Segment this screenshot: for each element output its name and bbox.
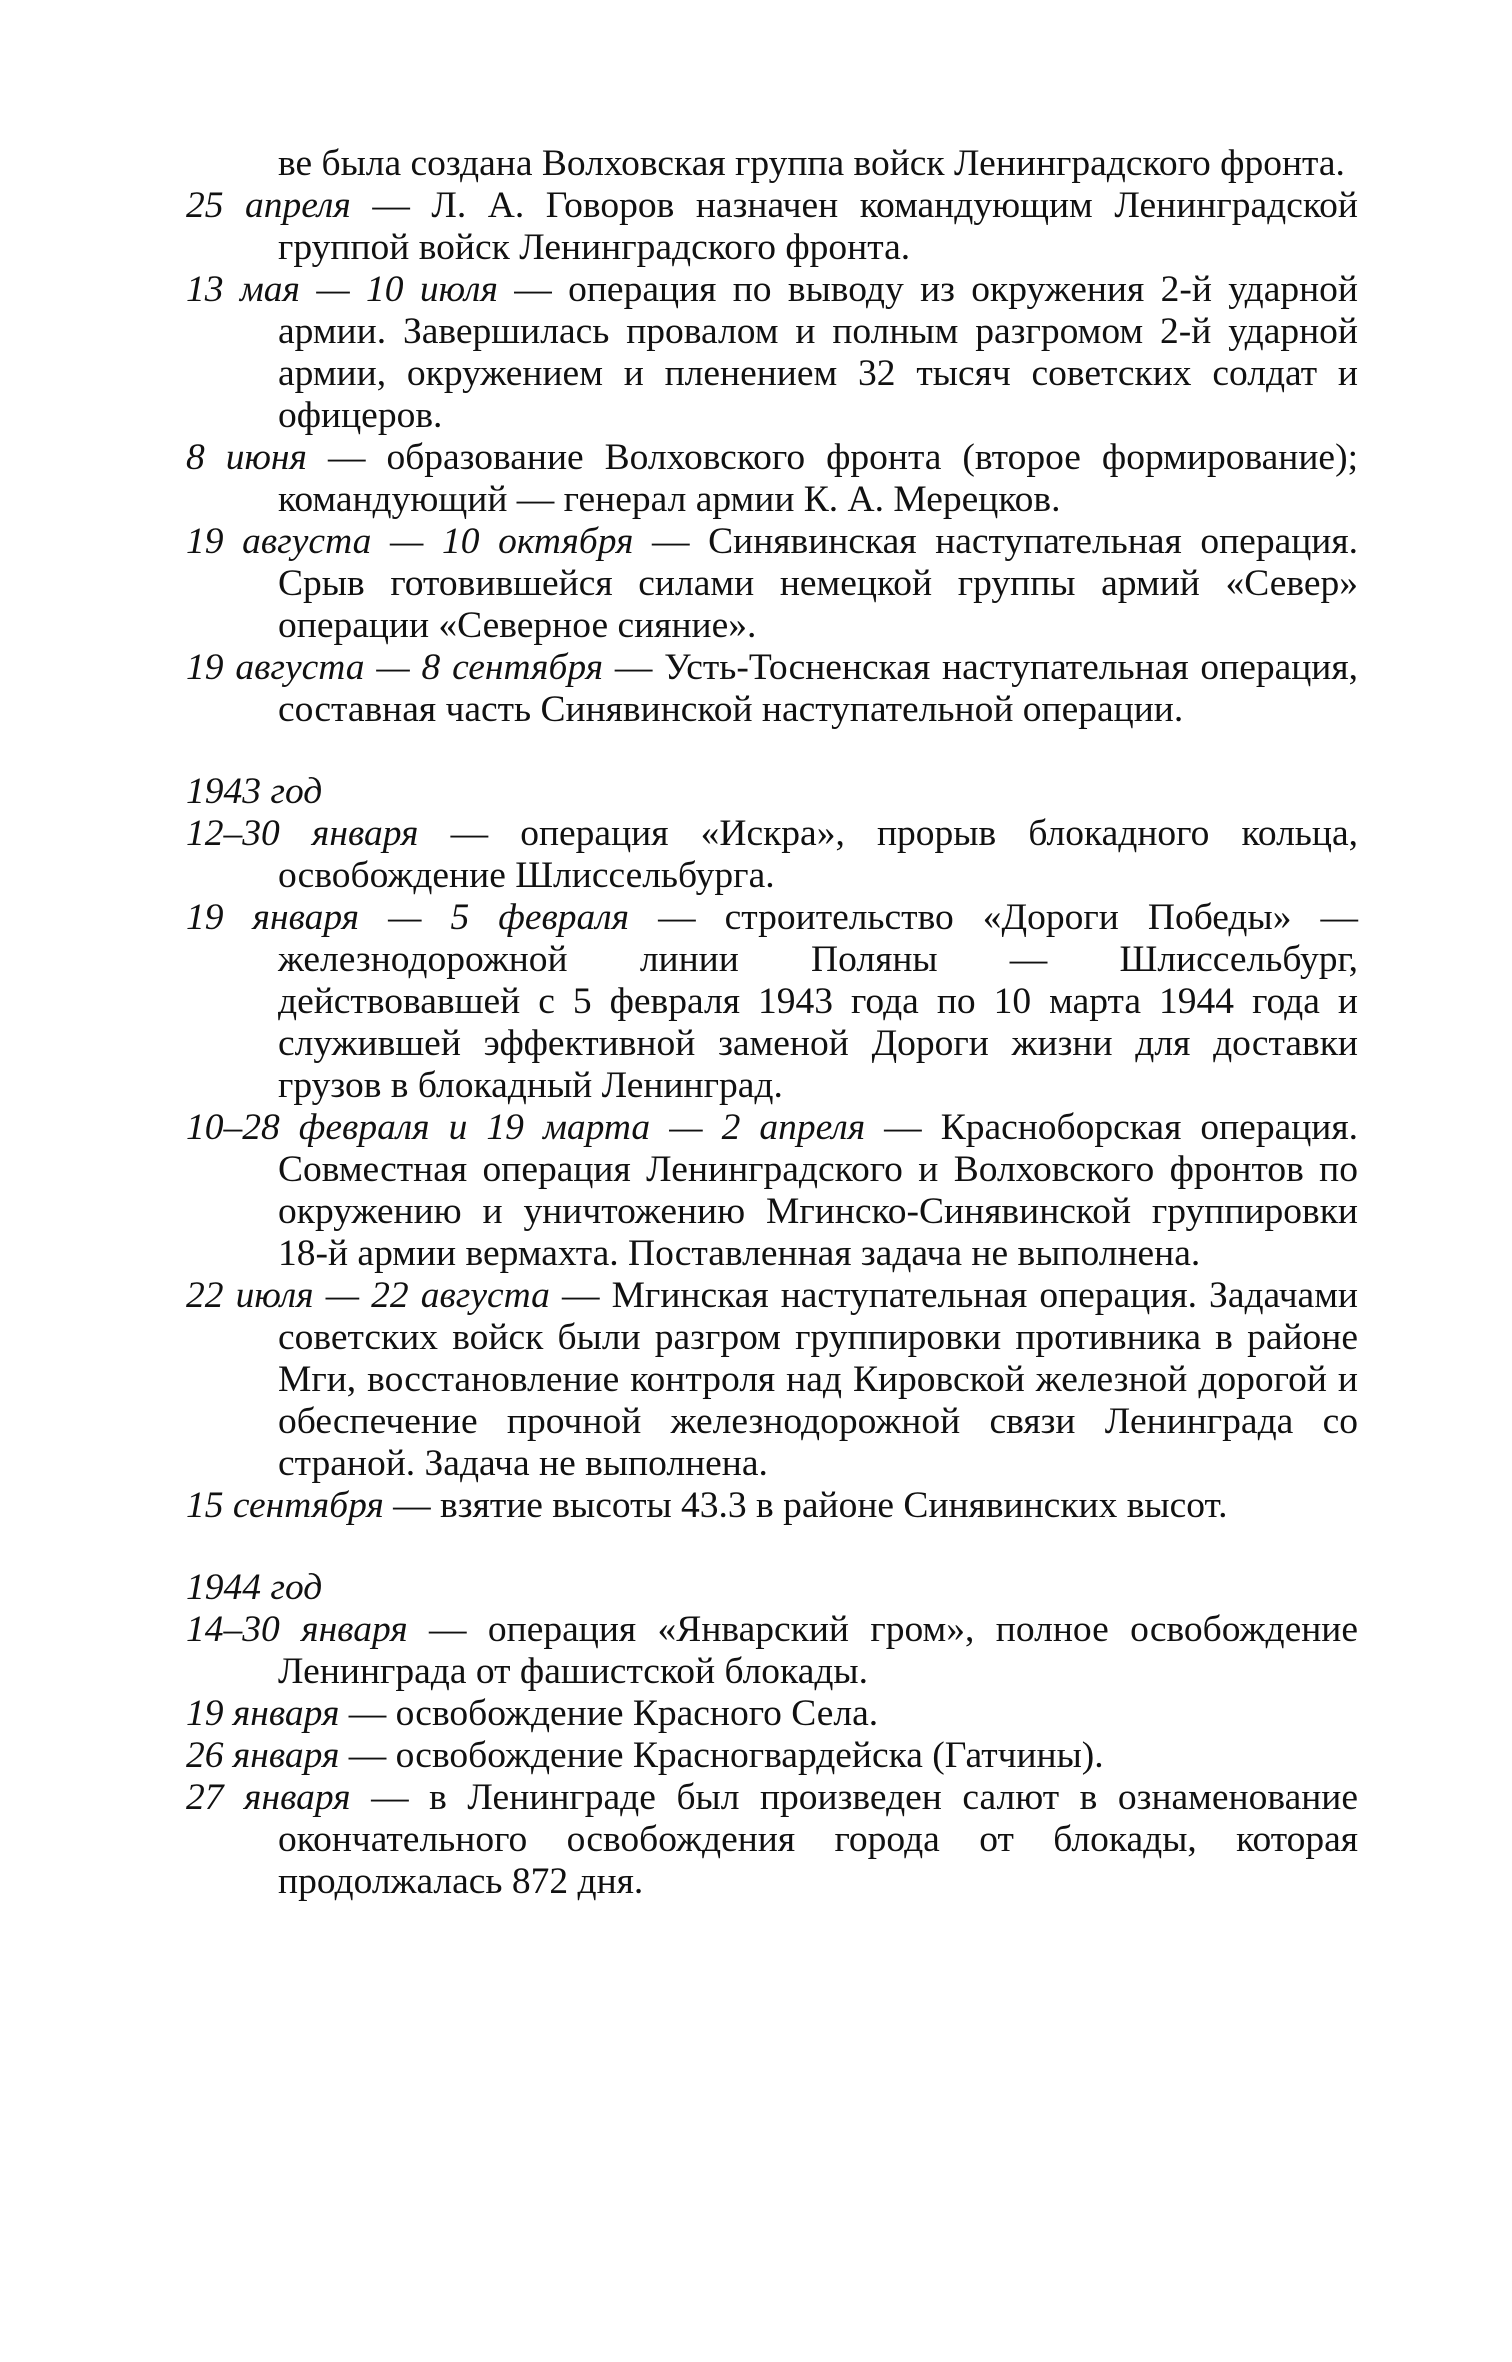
- entry-text: — Мгинская наступательная операция. Задачами советских войск были разгром группировки противника в районе Мги, восстановление контроля над Кировской железной дорогой и обеспечение прочной железнодорожной связи Ленинграда со страной. Задача не выполнена.: [278, 1275, 1358, 1484]
- entry-text: — операция по выводу из окружения 2-й ударной армии. Завершилась провалом и полным разгромом 2-й ударной армии, окружением и пленением 32 тысяч советских солдат и офицеров.: [278, 269, 1358, 436]
- chronology-entry: [186, 521, 1358, 647]
- continuation-paragraph: ве была создана Волховская группа войск Ленинградского фронта.: [278, 143, 1345, 184]
- entry-text: — образование Волховского фронта (второе формирование); командующий — генерал армии К. А. Мерецков.: [278, 437, 1358, 520]
- entry-date: 14–30 января: [186, 1609, 408, 1650]
- entry-text: — Синявинская наступательная операция. Срыв готовившейся силами немецкой группы армий «Север» операции «Северное сияние».: [278, 521, 1358, 646]
- year-heading-1943: 1943 год: [186, 771, 323, 812]
- entry-date: 12–30 января: [186, 813, 419, 854]
- chronology-entry: [186, 647, 1358, 731]
- year-heading-1944: 1944 год: [186, 1567, 323, 1608]
- chronology-entry: [186, 185, 1358, 269]
- entry-date: 19 января — 5 февраля: [186, 897, 630, 938]
- entry-text: — Усть-Тосненская наступательная операция, составная часть Синявинской наступательной операции.: [278, 647, 1358, 730]
- entry-date: 19 августа — 8 сентября: [186, 647, 604, 688]
- entry-text: — Красноборская операция. Совместная операция Ленинградского и Волховского фронтов по окружению и уничтожению Мгинско-Синявинской группировки 18-й армии вермахта. Поставленная задача не выполнена.: [278, 1107, 1358, 1274]
- section-gap: [186, 1527, 1358, 1567]
- entry-date: 27 января: [186, 1777, 351, 1818]
- chronology-entry: [186, 1777, 1358, 1903]
- entry-date: 25 апреля: [186, 185, 351, 226]
- entry-text: — в Ленинграде был произведен салют в ознаменование окончательного освобождения города от блокады, которая продолжалась 872 дня.: [278, 1777, 1359, 1902]
- entry-text: — взятие высоты 43.3 в районе Синявинских высот.: [383, 1485, 1228, 1526]
- entry-text: — Л. А. Говоров назначен командующим Ленинградской группой войск Ленинградского фронта.: [278, 185, 1358, 268]
- chronology-entry: [186, 813, 1358, 897]
- chronology-entry: [186, 1107, 1358, 1275]
- entry-date: 19 января: [186, 1693, 340, 1734]
- page-body: [186, 143, 1358, 1903]
- entry-date: 8 июня: [186, 437, 307, 478]
- chronology-entry: [186, 1485, 1358, 1527]
- entry-text: — освобождение Красногвардейска (Гатчины).: [339, 1735, 1104, 1776]
- chronology-entry: [186, 269, 1358, 437]
- entry-date: 15 сентября: [186, 1485, 384, 1526]
- chronology-entry: [186, 1735, 1358, 1777]
- entry-text: — операция «Искра», прорыв блокадного кольца, освобождение Шлиссельбурга.: [278, 813, 1358, 896]
- entry-date: 19 августа — 10 октября: [186, 521, 634, 562]
- chronology-entry: [186, 1693, 1358, 1735]
- entry-text: — строительство «Дороги Победы» — железнодорожной линии Поляны — Шлиссельбург, действовавшей с 5 февраля 1943 года по 10 марта 1944 года и служившей эффективной заменой Дороги жизни для доставки грузов в блокадный Ленинград.: [278, 897, 1358, 1106]
- section-gap: [186, 731, 1358, 771]
- entry-text: — операция «Январский гром», полное освобождение Ленинграда от фашистской блокады.: [278, 1609, 1358, 1692]
- chronology-entry: [186, 437, 1358, 521]
- entry-date: 13 мая — 10 июля: [186, 269, 498, 310]
- entry-date: 22 июля — 22 августа: [186, 1275, 550, 1316]
- chronology-entry: [186, 1609, 1358, 1693]
- entry-date: 10–28 февраля и 19 марта — 2 апреля: [186, 1107, 866, 1148]
- entry-date: 26 января: [186, 1735, 340, 1776]
- entry-text: — освобождение Красного Села.: [339, 1693, 879, 1734]
- chronology-entry: [186, 897, 1358, 1107]
- chronology-entry: [186, 1275, 1358, 1485]
